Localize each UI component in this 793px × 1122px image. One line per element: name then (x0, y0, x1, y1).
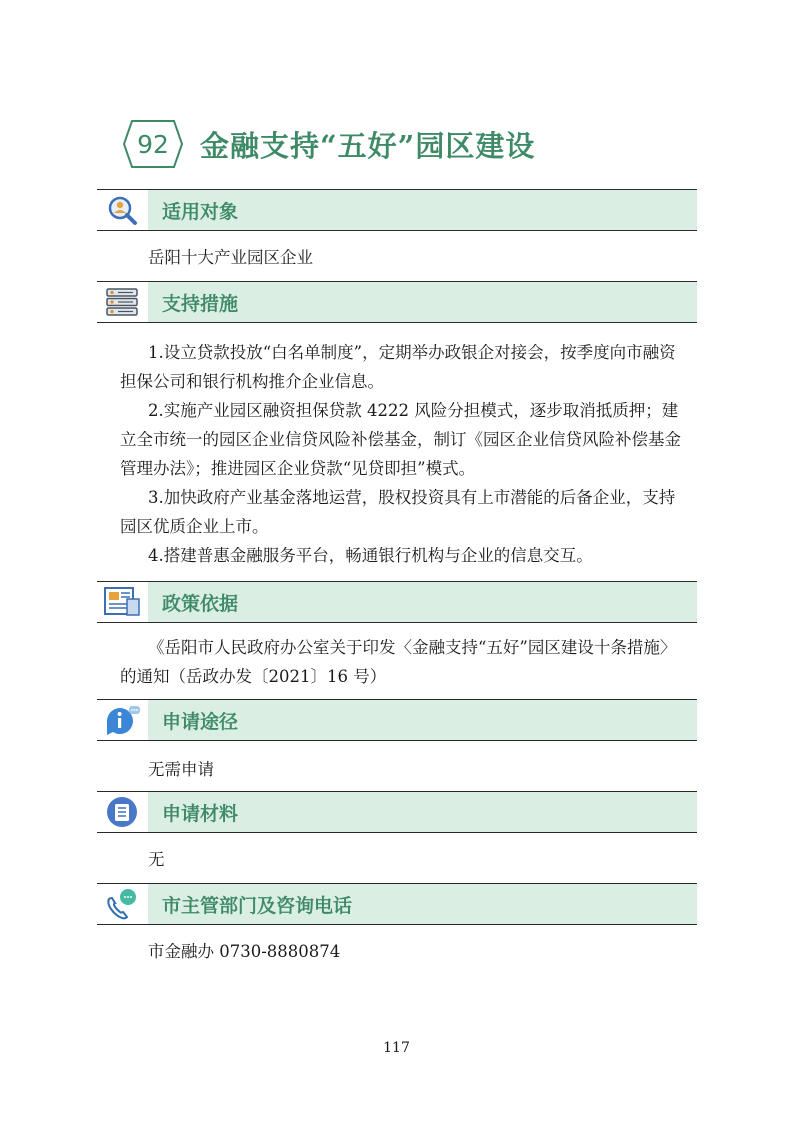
page-title: 金融支持“五好”园区建设 (200, 128, 536, 163)
info-chat-icon (97, 700, 148, 740)
section-label-measures: 支持措施 (148, 282, 697, 322)
phone-chat-icon (97, 884, 148, 924)
target-content: 岳阳十大产业园区企业 (148, 248, 313, 267)
basis-paragraph: 《岳阳市人民政府办公室关于印发〈金融支持“五好”园区建设十条措施〉的通知（岳政办发〔2021〕16 号） (120, 638, 677, 686)
section-number: 92 (137, 129, 169, 159)
measures-content (120, 338, 690, 570)
page-header (122, 118, 535, 170)
section-bar-channel (97, 699, 697, 741)
channel-content: 无需申请 (148, 760, 214, 779)
section-label-basis: 政策依据 (148, 582, 697, 622)
measure-paragraph: 3.加快政府产业基金落地运营，股权投资具有上市潜能的后备企业，支持园区优质企业上市。 (120, 488, 676, 536)
section-label-channel: 申请途径 (148, 700, 697, 740)
measure-paragraph: 2.实施产业园区融资担保贷款 4222 风险分担模式，逐步取消抵质押；建立全市统一的园区企业信贷风险补偿基金，制订《园区企业信贷风险补偿基金管理办法》；推进园区企业贷款“见贷即担”模式。 (120, 401, 681, 478)
section-label-materials: 申请材料 (148, 792, 697, 832)
section-label-target: 适用对象 (148, 190, 697, 230)
server-list-icon (97, 282, 148, 322)
section-bar-measures (97, 281, 697, 323)
measure-paragraph: 4.搭建普惠金融服务平台，畅通银行机构与企业的信息交互。 (148, 546, 593, 565)
magnifier-person-icon (97, 190, 148, 230)
section-bar-materials (97, 791, 697, 833)
contact-content: 市金融办 0730-8880874 (148, 942, 341, 961)
section-bar-contact (97, 883, 697, 925)
section-label-contact: 市主管部门及咨询电话 (148, 884, 697, 924)
number-badge (122, 119, 184, 169)
materials-content: 无 (148, 850, 165, 869)
list-icon (97, 792, 148, 832)
document-icon (97, 582, 148, 622)
measure-paragraph: 1.设立贷款投放“白名单制度”，定期举办政银企对接会，按季度向市融资担保公司和银行机构推介企业信息。 (120, 343, 676, 391)
basis-content (120, 633, 690, 691)
section-bar-target (97, 189, 697, 231)
page-number: 117 (383, 1040, 410, 1056)
section-bar-basis (97, 581, 697, 623)
